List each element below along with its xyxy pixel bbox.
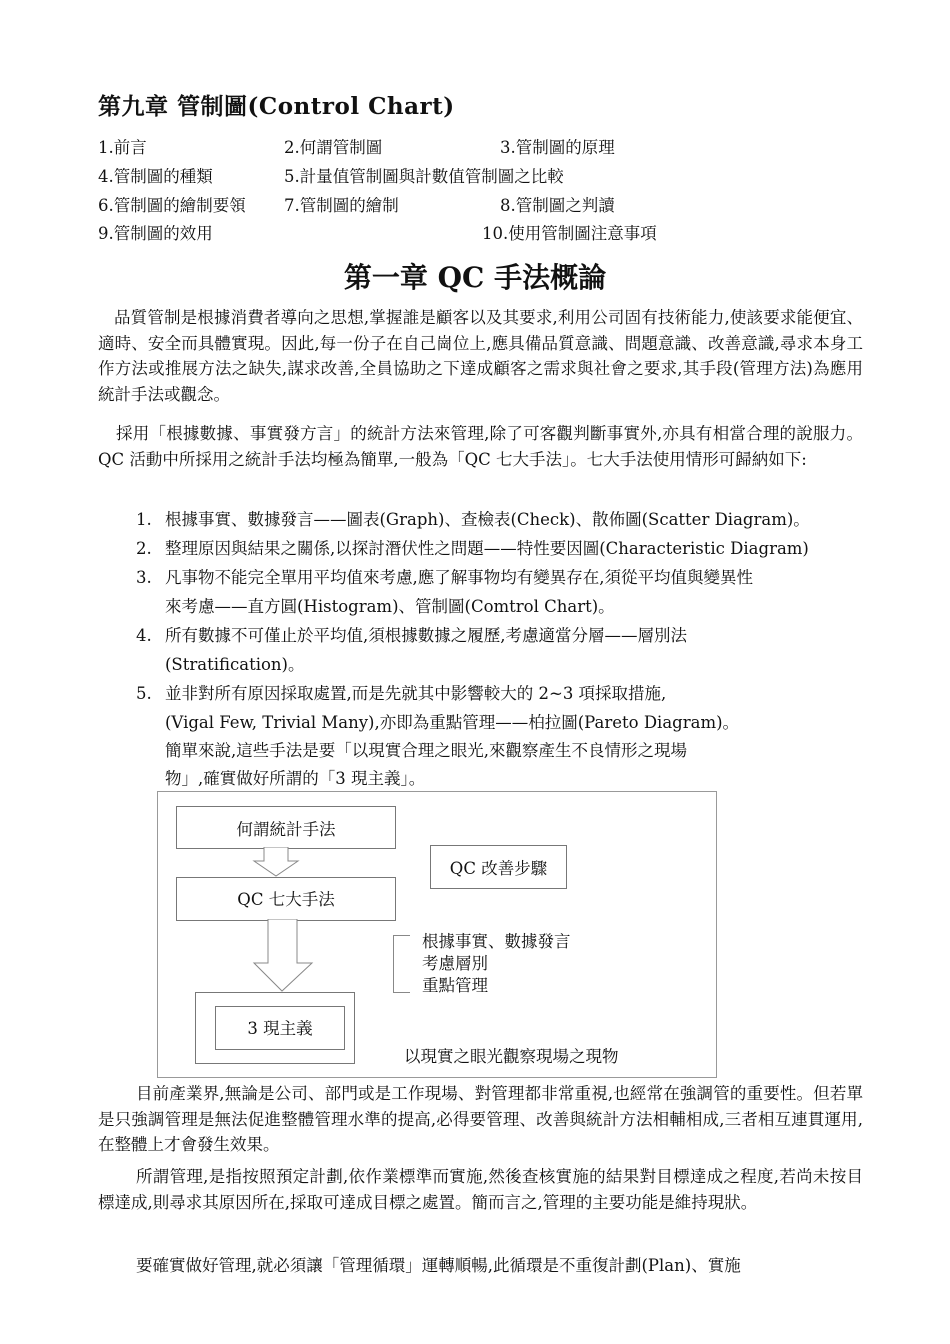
list-item-3-line-2: 來考慮——直方圓(Histogram)、管制圖(Comtrol Chart)。 (165, 597, 615, 616)
list-item-1: 根據事實、數據發言——圖表(Graph)、查檢表(Check)、散佈圖(Scatter Diagram)。 (165, 510, 810, 529)
list-number: 4. (136, 626, 152, 645)
box-three-gen-label: 3 現主義 (247, 1019, 313, 1038)
bracket-item: 重點管理 (422, 976, 488, 995)
bracket (393, 935, 410, 993)
list-item-4-line-2: (Stratification)。 (165, 655, 305, 674)
list-item-5-line-3: 簡單來說,這些手法是要「以現實合理之眼光,來觀察產生不良情形之現場 (165, 741, 687, 760)
list-number: 1. (136, 510, 152, 529)
toc-item: 8.管制圖之判讀 (500, 196, 615, 215)
toc-item: 1.前言 (98, 138, 147, 157)
box-qc-improvement-steps-label: QC 改善步驟 (449, 859, 548, 878)
box-what-is-statistics-label: 何謂統計手法 (236, 820, 336, 839)
list-number: 3. (136, 568, 152, 587)
paragraph-1: 品質管制是根據消費者導向之思想,掌握誰是顧客以及其要求,利用公司固有技術能力,使該要求能便宜、適時、安全而具體實現。因此,每一份子在自己崗位上,應具備品質意識、問題意識、改善意識,尋求本身工作方法或推展方法之缺失,謀求改善,全員協助之下達成顧客之需求與社會之要求,其手段(管理方法)為應用統計手法或觀念。 (98, 308, 863, 404)
list-item-3-line-1: 凡事物不能完全單用平均值來考慮,應了解事物均有變異存在,須從平均值與變異性 (165, 568, 753, 587)
list-number: 5. (136, 684, 152, 703)
toc-item: 3.管制圖的原理 (500, 138, 615, 157)
chapter9-title: 第九章 管制圖(Control Chart) (98, 93, 455, 120)
list-number: 2. (136, 539, 152, 558)
toc-item: 9.管制圖的效用 (98, 224, 213, 243)
list-item-4-line-1: 所有數據不可僅止於平均值,須根據數據之履歷,考慮適當分層——層別法 (165, 626, 687, 645)
toc-item: 5.計量值管制圖與計數值管制圖之比較 (284, 167, 564, 186)
toc-item: 4.管制圖的種類 (98, 167, 213, 186)
bracket-item: 考慮層別 (422, 954, 488, 973)
list-item-5-line-1: 並非對所有原因採取處置,而是先就其中影響較大的 2~3 項採取措施, (165, 684, 667, 703)
paragraph-4: 所謂管理,是指按照預定計劃,依作業標準而實施,然後查核實施的結果對目標達成之程度,若尚未按目標達成,則尋求其原因所在,採取可達成目標之處置。簡而言之,管理的主要功能是維持現狀。 (98, 1167, 863, 1212)
down-arrow-icon (252, 919, 314, 993)
toc-item: 6.管制圖的繪制要領 (98, 196, 246, 215)
toc-item: 7.管制圖的繪制 (284, 196, 399, 215)
bracket-item: 根據事實、數據發言 (422, 932, 571, 951)
chapter1-title: 第一章 QC 手法概論 (343, 261, 607, 294)
list-item-2: 整理原因與結果之關係,以探討潛伏性之問題——特性要因圖(Characteristic Diagram) (165, 539, 809, 558)
paragraph-5: 要確實做好管理,就必須讓「管理循環」運轉順暢,此循環是不重復計劃(Plan)、實施 (136, 1256, 741, 1275)
paragraph-3: 目前產業界,無論是公司、部門或是工作現場、對管理都非常重視,也經常在強調管的重要性。但若單是只強調管理是無法促進整體管理水準的提高,必得要管理、改善與統計方法相輔相成,三者相互連貫運用,在整體上才會發生效果。 (98, 1084, 863, 1154)
diagram-caption: 以現實之眼光觀察現場之現物 (404, 1047, 619, 1066)
list-item-5-line-2: (Vigal Few, Trivial Many),亦即為重點管理——柏拉圖(Pareto Diagram)。 (165, 713, 740, 732)
toc-item: 10.使用管制圖注意事項 (482, 224, 657, 243)
list-item-5-line-4: 物」,確實做好所謂的「3 現主義」。 (165, 769, 426, 788)
toc-item: 2.何謂管制圖 (284, 138, 383, 157)
paragraph-2: 採用「根據數據、事實發方言」的統計方法來管理,除了可客觀判斷事實外,亦具有相當合理的說服力。QC 活動中所採用之統計手法均極為簡單,一般為「QC 七大手法」。七大手法使用情形可歸納如下: (98, 424, 863, 469)
down-arrow-icon (252, 847, 300, 877)
box-qc-seven-tools-label: QC 七大手法 (237, 890, 335, 909)
